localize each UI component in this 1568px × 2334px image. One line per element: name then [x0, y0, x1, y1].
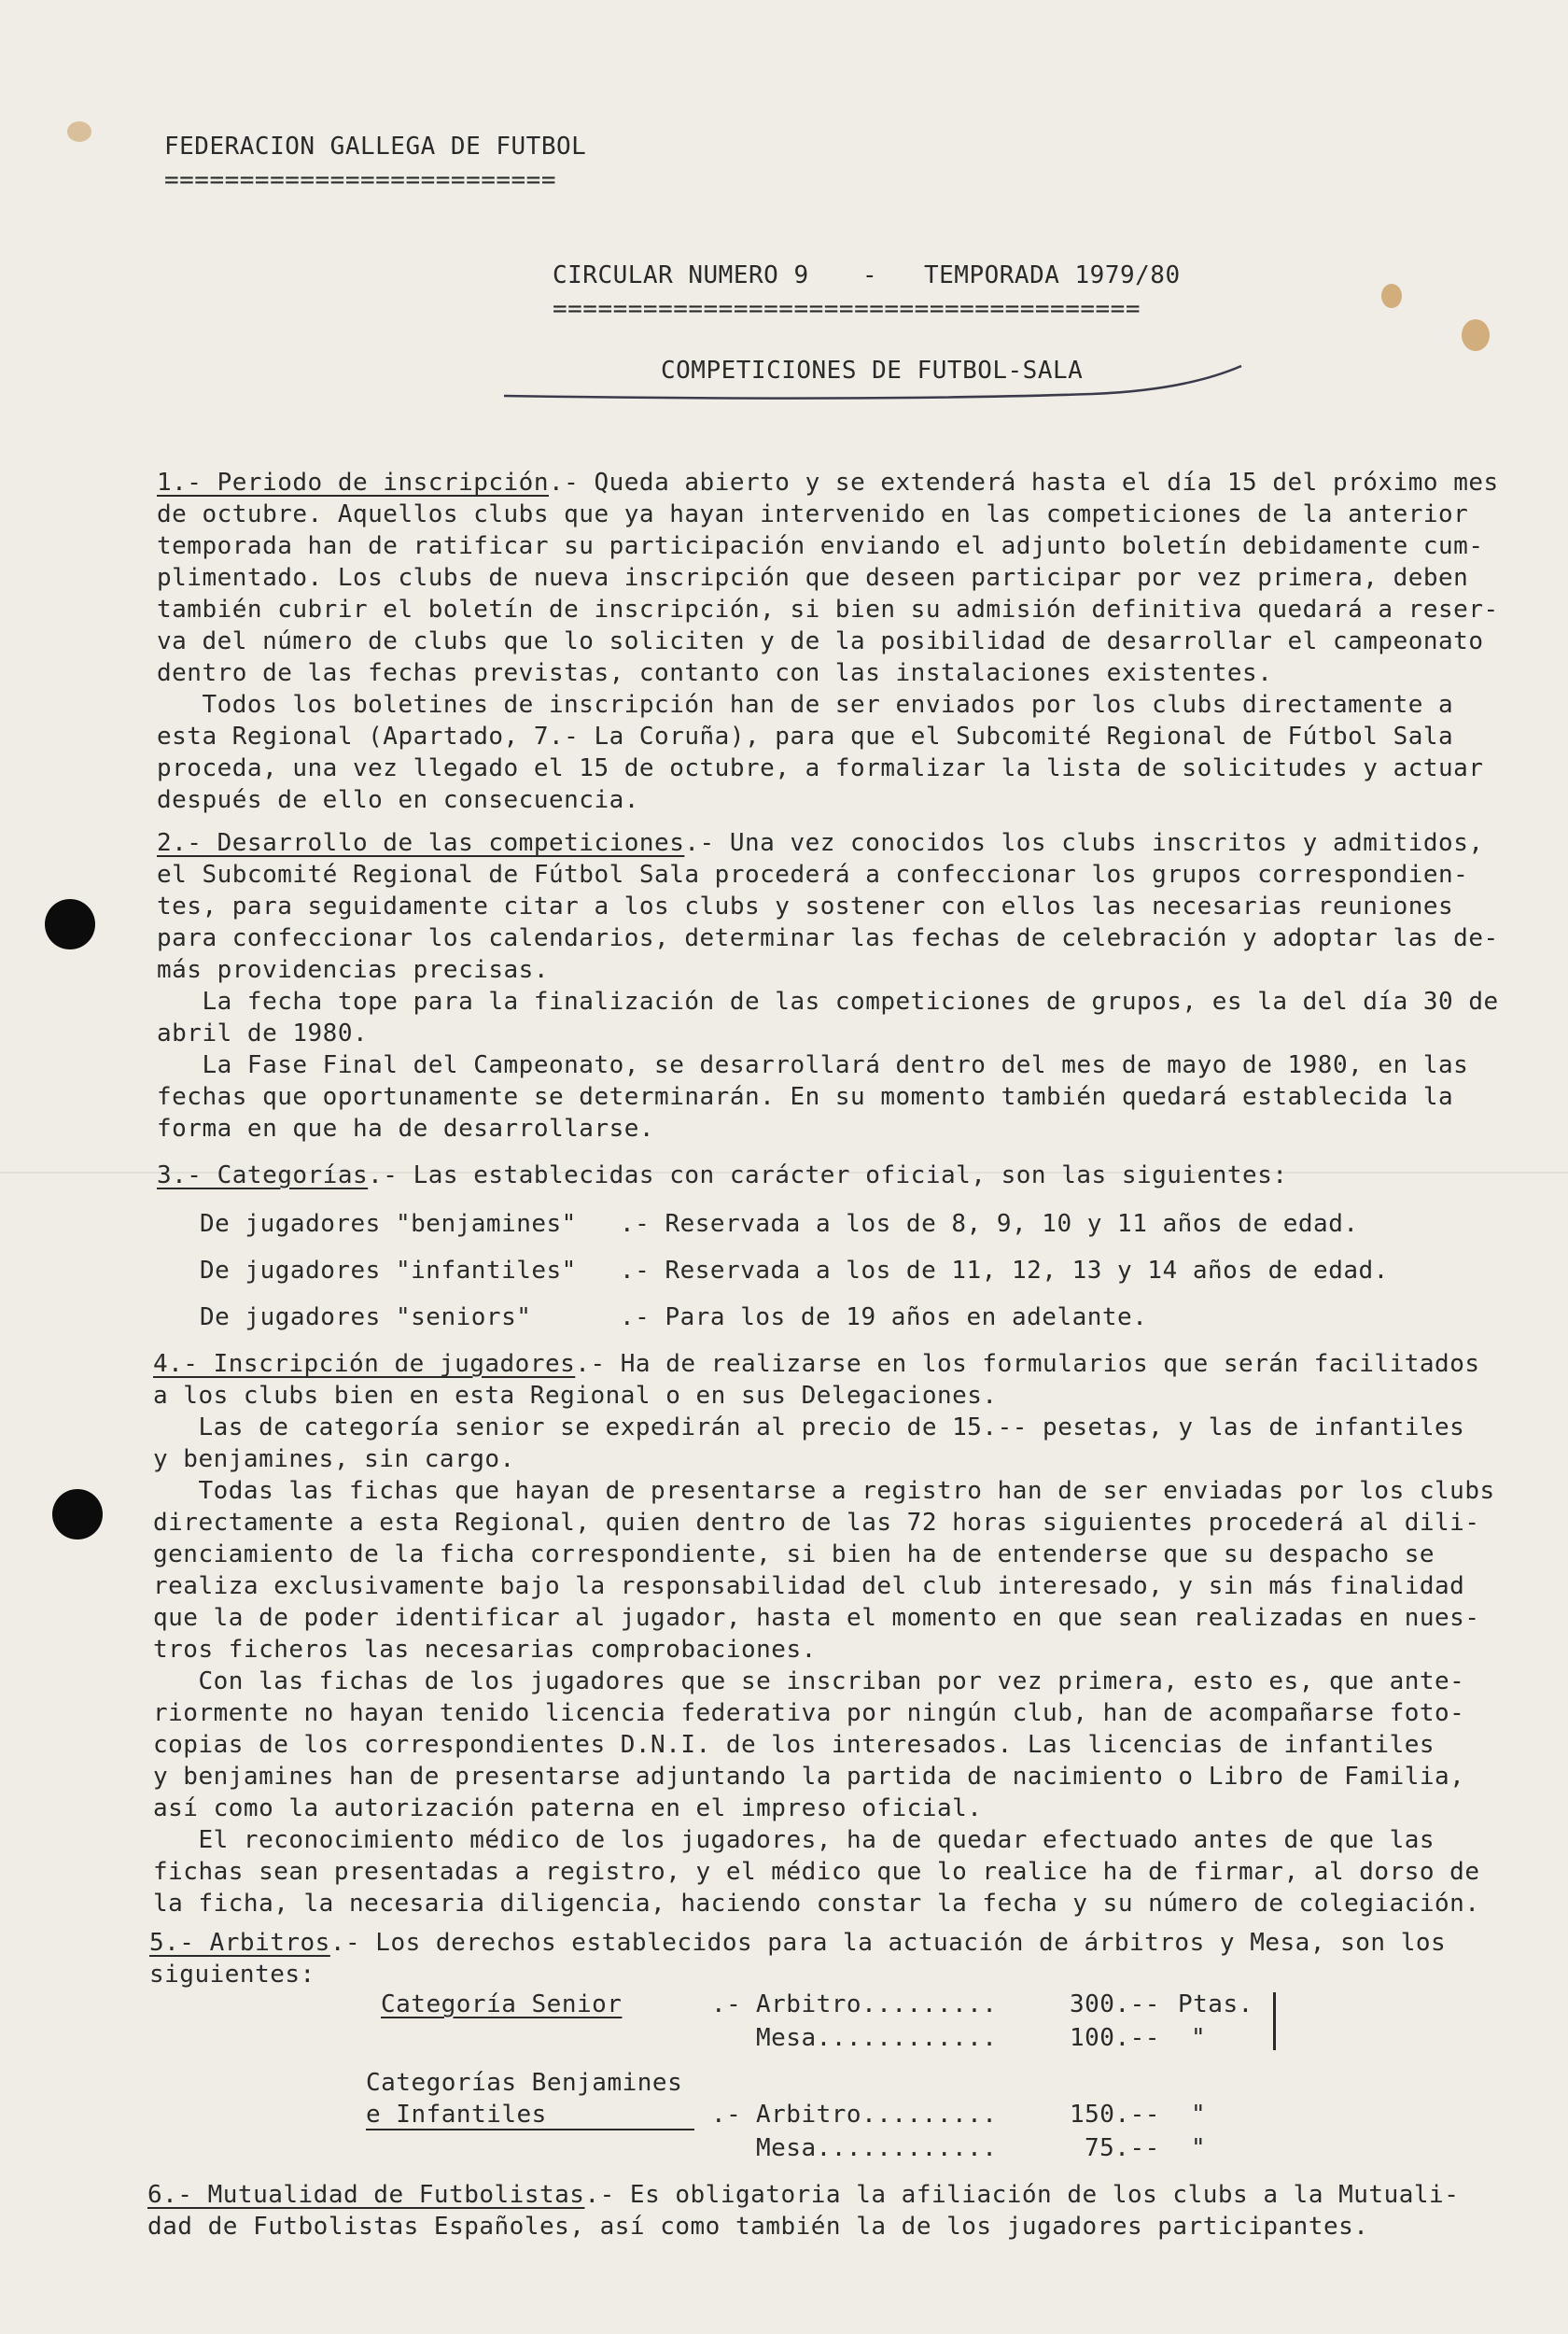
punch-hole-top	[45, 899, 95, 949]
fee-item: Arbitro.........	[756, 1990, 998, 2018]
fee-unit: "	[1191, 2101, 1207, 2129]
section-2: 2.- Desarrollo de las competiciones.- Una vez conocidos los clubs inscritos y admitidos, el Subcomité Regional de Fútbol Sala procederá a confeccionar los grupos correspondien- tes, para seguidamente citar a los clubs y sostener con ellos las necesarias reuniones para confeccionar los calendarios, determinar las fechas de celebración y adoptar las de- más providencias precisas. La fecha tope para la finalización de las competiciones de grupos, es la del día 30 de abril de 1980. La Fase Final del Campeonato, se desarrollará dentro del mes de mayo de 1980, en las fechas que oportunamente se determinarán. En su momento también quedará establecida la forma en que ha de desarrollarse.	[157, 829, 1499, 1143]
rust-stain-1	[1381, 284, 1402, 308]
fee-unit: Ptas.	[1178, 1990, 1253, 2018]
category-desc: .- Reservada a los de 8, 9, 10 y 11 años de edad.	[620, 1210, 1359, 1238]
section-1: 1.- Periodo de inscripción.- Queda abierto y se extenderá hasta el día 15 del próximo mes de octubre. Aquellos clubs que ya hayan intervenido en las competiciones de la anterior temporada han de ratificar su participación enviando el adjunto boletín debidamente cum- plimentado. Los clubs de nueva inscripción que deseen participar por vez primera, deben también cubrir el boletín de inscripción, si bien su admisión definitiva quedará a reser- va del número de clubs que lo soliciten y de la posibilidad de desarrollar el campeonato dentro de las fechas previstas, contanto con las instalaciones existentes. Todos los boletines de inscripción han de ser enviados por los clubs directamente a esta Regional (Apartado, 7.- La Coruña), para que el Subcomité Regional de Fútbol Sala proceda, una vez llegado el 15 de octubre, a formalizar la lista de solicitudes y actuar después de ello en consecuencia.	[157, 469, 1499, 814]
fee-amount: 150.--	[1070, 2101, 1160, 2129]
section-2-heading: 2.- Desarrollo de las competiciones	[157, 829, 685, 857]
fee-amount: 75.--	[1085, 2134, 1160, 2162]
section-3-heading: 3.- Categorías	[157, 1161, 369, 1189]
punch-hole-bottom	[52, 1489, 103, 1540]
junior-label-underline	[366, 2129, 694, 2130]
junior-category-label-2: e Infantiles	[366, 2101, 547, 2129]
section-6-heading: 6.- Mutualidad de Futbolistas	[147, 2181, 585, 2209]
fee-unit: "	[1191, 2024, 1207, 2052]
category-name: De jugadores "benjamines"	[200, 1210, 577, 1238]
fee-item: Arbitro.........	[756, 2101, 998, 2129]
circular-rule: =======================================	[553, 295, 1141, 323]
section-5: 5.- Arbitros.- Los derechos establecidos para la actuación de árbitros y Mesa, son los siguientes:	[149, 1929, 1447, 1989]
header-dash: -	[862, 261, 878, 289]
fee-dash: .-	[711, 2101, 742, 2129]
category-desc: .- Reservada a los de 11, 12, 13 y 14 años de edad.	[620, 1257, 1389, 1285]
margin-mark	[1273, 1992, 1276, 2050]
section-6: 6.- Mutualidad de Futbolistas.- Es obligatoria la afiliación de los clubs a la Mutuali- dad de Futbolistas Españoles, así como también la de los jugadores participantes.	[147, 2181, 1460, 2241]
rust-stain-3	[67, 121, 91, 142]
section-4: 4.- Inscripción de jugadores.- Ha de realizarse en los formularios que serán facilitados a los clubs bien en esta Regional o en sus Delegaciones. Las de categoría senior se expedirán al precio de 15.-- pesetas, y las de infantiles y benjamines, sin cargo. Todas las fichas que hayan de presentarse a registro han de ser enviadas por los clubs directamente a esta Regional, quien dentro de las 72 horas siguientes procederá al dili- genciamiento de la ficha correspondiente, si bien ha de entenderse que su despacho se realiza exclusivamente bajo la responsabilidad del club interesado, y sin más finalidad que la de poder identificar al jugador, hasta el momento en que sean realizadas en nues- tros ficheros las necesarias comprobaciones. Con las fichas de los jugadores que se inscriban por vez primera, esto es, que ante- riormente no hayan tenido licencia federativa por ningún club, han de acompañarse foto- copias de los correspondientes D.N.I. de los interesados. Las licencias de infantiles y benjamines han de presentarse adjuntando la partida de nacimiento o Libro de Familia, así como la autorización paterna en el impreso oficial. El reconocimiento médico de los jugadores, ha de quedar efectuado antes de que las fichas sean presentadas a registro, y el médico que lo realice ha de firmar, al dorso de la ficha, la necesaria diligencia, haciendo constar la fecha y su número de colegiación.	[153, 1350, 1495, 1918]
document-subject: COMPETICIONES DE FUTBOL-SALA	[661, 357, 1084, 385]
rust-stain-2	[1462, 319, 1490, 351]
category-name: De jugadores "seniors"	[200, 1303, 532, 1331]
fee-dash: .-	[711, 1990, 742, 2018]
fee-item: Mesa............	[756, 2024, 998, 2052]
federation-rule: ==========================	[164, 166, 556, 194]
junior-category-label-1: Categorías Benjamines	[366, 2069, 683, 2097]
section-3: 3.- Categorías.- Las establecidas con carácter oficial, son las siguientes:	[157, 1161, 1288, 1189]
category-desc: .- Para los de 19 años en adelante.	[620, 1303, 1148, 1331]
section-5-heading: 5.- Arbitros	[149, 1929, 330, 1957]
category-name: De jugadores "infantiles"	[200, 1257, 577, 1285]
fee-unit: "	[1191, 2134, 1207, 2162]
fee-item: Mesa............	[756, 2134, 998, 2162]
fee-amount: 100.--	[1070, 2024, 1160, 2052]
fee-amount: 300.--	[1070, 1990, 1160, 2018]
section-1-heading: 1.- Periodo de inscripción	[157, 469, 549, 497]
season: TEMPORADA 1979/80	[924, 261, 1181, 289]
federation-name: FEDERACION GALLEGA DE FUTBOL	[164, 133, 587, 161]
subject-underline	[495, 362, 1251, 409]
section-4-heading: 4.- Inscripción de jugadores	[153, 1350, 576, 1378]
senior-category-label: Categoría Senior	[381, 1990, 623, 2018]
circular-number: CIRCULAR NUMERO 9	[553, 261, 809, 289]
